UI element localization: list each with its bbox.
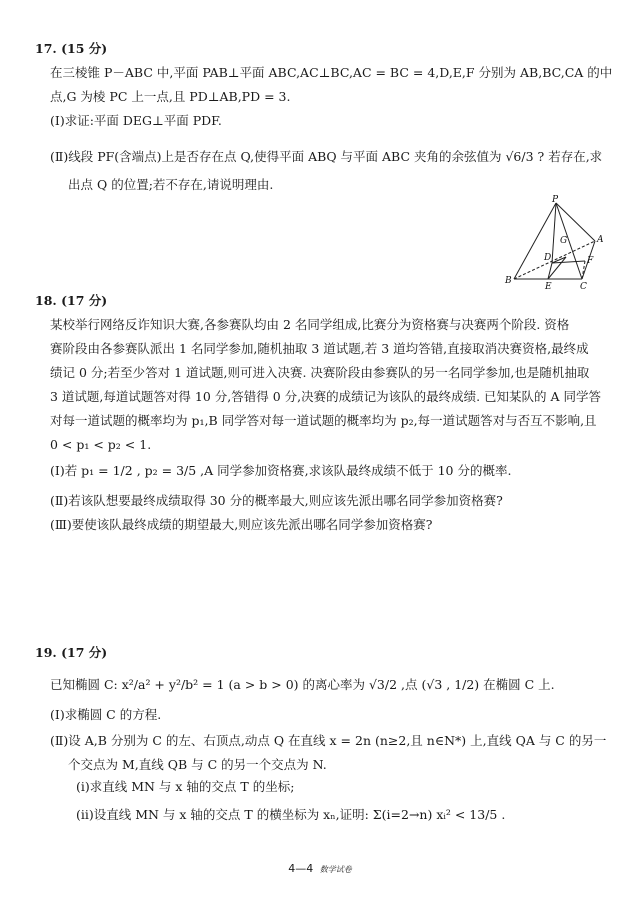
q17-line-4: (Ⅱ)线段 PF(含端点)上是否存在点 Q,使得平面 ABQ 与平面 ABC 夹角的余弦值为 √6/3 ? 若存在,求 — [50, 149, 603, 164]
q19-line-6: (ⅱ)设直线 MN 与 x 轴的交点 T 的横坐标为 xₙ,证明: Σ(i=2→n) xᵢ² < 13/5 . — [76, 807, 506, 822]
tetrahedron-figure — [500, 195, 610, 295]
q18-line-3: 绩记 0 分;若至少答对 1 道试题,则可进入决赛. 决赛阶段由参赛队的另一名同学参加,也是随机抽取 — [50, 365, 590, 380]
q18-line-6: 0 < p₁ < p₂ < 1. — [50, 437, 152, 452]
q18-title: 18. (17 分) — [35, 293, 108, 308]
q19-line-1: 已知椭圆 C: x²/a² + y²/b² = 1 (a > b > 0) 的离心率为 √3/2 ,点 (√3 , 1/2) 在椭圆 C 上. — [50, 677, 555, 692]
q19-line-3: (Ⅱ)设 A,B 分别为 C 的左、右顶点,动点 Q 在直线 x = 2n (n≥2,且 n∈N*) 上,直线 QA 与 C 的另一 — [50, 733, 607, 748]
page-number: 4—4 — [288, 862, 314, 875]
label-G: G — [560, 236, 568, 246]
q18-line-4: 3 道试题,每道试题答对得 10 分,答错得 0 分,决赛的成绩记为该队的最终成绩. 已知某队的 A 同学答 — [50, 389, 602, 404]
label-P: P — [552, 195, 559, 205]
label-C: C — [580, 282, 587, 292]
q18-line-5: 对每一道试题的概率均为 p₁,B 同学答对每一道试题的概率均为 p₂,每一道试题答对与否互不影响,且 — [50, 413, 597, 428]
label-D: D — [544, 253, 552, 263]
q17-title: 17. (15 分) — [35, 41, 108, 56]
q19-line-4: 个交点为 M,直线 QB 与 C 的另一个交点为 N. — [68, 757, 327, 772]
label-E: E — [545, 282, 552, 292]
label-F: F — [587, 256, 594, 266]
page-footer — [0, 862, 640, 875]
q19-title: 19. (17 分) — [35, 645, 108, 660]
q18-line-1: 某校举行网络反诈知识大赛,各参赛队均由 2 名同学组成,比赛分为资格赛与决赛两个阶段. 资格 — [50, 317, 570, 332]
q18-line-2: 赛阶段由各参赛队派出 1 名同学参加,随机抽取 3 道试题,若 3 道均答错,直接取消决赛资格,最终成 — [50, 341, 589, 356]
q18-line-9: (Ⅲ)要使该队最终成绩的期望最大,则应该先派出哪名同学参加资格赛? — [50, 517, 433, 532]
label-A: A — [597, 235, 604, 245]
q17-line-3: (Ⅰ)求证:平面 DEG⊥平面 PDF. — [50, 113, 222, 128]
q17-line-2: 点,G 为棱 PC 上一点,且 PD⊥AB,PD = 3. — [50, 89, 291, 104]
q19-line-2: (Ⅰ)求椭圆 C 的方程. — [50, 707, 162, 722]
q19-line-5: (ⅰ)求直线 MN 与 x 轴的交点 T 的坐标; — [76, 779, 295, 794]
q18-line-7: (Ⅰ)若 p₁ = 1/2 , p₂ = 3/5 ,A 同学参加资格赛,求该队最终成绩不低于 10 分的概率. — [50, 463, 512, 478]
q17-line-5: 出点 Q 的位置;若不存在,请说明理由. — [68, 177, 274, 192]
label-B: B — [505, 276, 512, 286]
q18-line-8: (Ⅱ)若该队想要最终成绩取得 30 分的概率最大,则应该先派出哪名同学参加资格赛? — [50, 493, 503, 508]
q17-line-1: 在三棱锥 P－ABC 中,平面 PAB⊥平面 ABC,AC⊥BC,AC = BC = 4,D,E,F 分别为 AB,BC,CA 的中 — [50, 65, 613, 80]
subject-label: 数学试卷 — [319, 865, 352, 874]
